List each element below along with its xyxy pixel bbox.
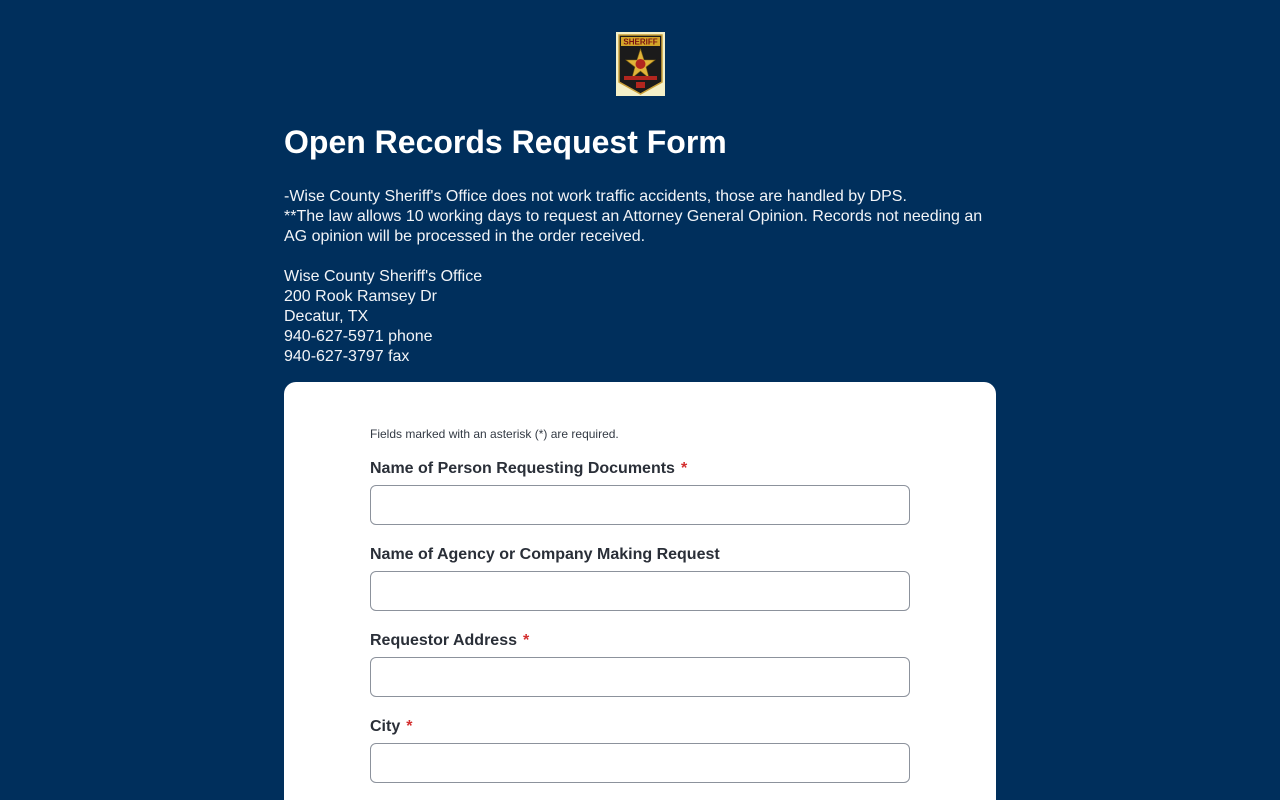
field-label-text: City <box>370 718 401 735</box>
field-agency-name <box>370 545 910 611</box>
page-header <box>284 118 996 367</box>
required-asterisk: * <box>523 632 530 649</box>
field-label-text: Requestor Address <box>370 632 517 649</box>
required-fields-note: Fields marked with an asterisk (*) are required. <box>370 427 619 441</box>
sheriff-badge-icon <box>616 32 665 96</box>
city-input[interactable] <box>370 743 910 783</box>
field-requestor-address <box>370 631 910 697</box>
form-card <box>284 382 996 800</box>
office-name: Wise County Sheriff's Office <box>284 268 483 285</box>
field-label-text: Name of Person Requesting Documents <box>370 460 675 477</box>
field-label <box>370 717 910 737</box>
description-line: -Wise County Sheriff's Office does not work traffic accidents, those are handled by DPS. <box>284 188 907 205</box>
field-label <box>370 459 910 479</box>
required-asterisk: * <box>406 718 413 735</box>
page-description <box>284 187 996 367</box>
records-request-form <box>370 426 910 800</box>
office-phone: 940-627-5971 phone <box>284 328 433 345</box>
requestor-address-input[interactable] <box>370 657 910 697</box>
agency-name-input[interactable] <box>370 571 910 611</box>
field-requester-name <box>370 459 910 525</box>
required-asterisk: * <box>680 460 688 477</box>
logo-text: SHERIFF <box>623 37 658 47</box>
requester-name-input[interactable] <box>370 485 910 525</box>
office-city: Decatur, TX <box>284 308 369 325</box>
office-street: 200 Rook Ramsey Dr <box>284 288 437 305</box>
office-fax: 940-627-3797 fax <box>284 348 410 365</box>
field-label <box>370 545 910 565</box>
field-label-text: Name of Agency or Company Making Request <box>370 546 720 563</box>
description-line <box>284 247 996 267</box>
field-label <box>370 631 910 651</box>
field-city <box>370 717 910 783</box>
description-line: **The law allows 10 working days to request an Attorney General Opinion. Records not needing an AG opinion will be processed in the order received. <box>284 208 983 245</box>
page-title: Open Records Request Form <box>284 124 727 160</box>
